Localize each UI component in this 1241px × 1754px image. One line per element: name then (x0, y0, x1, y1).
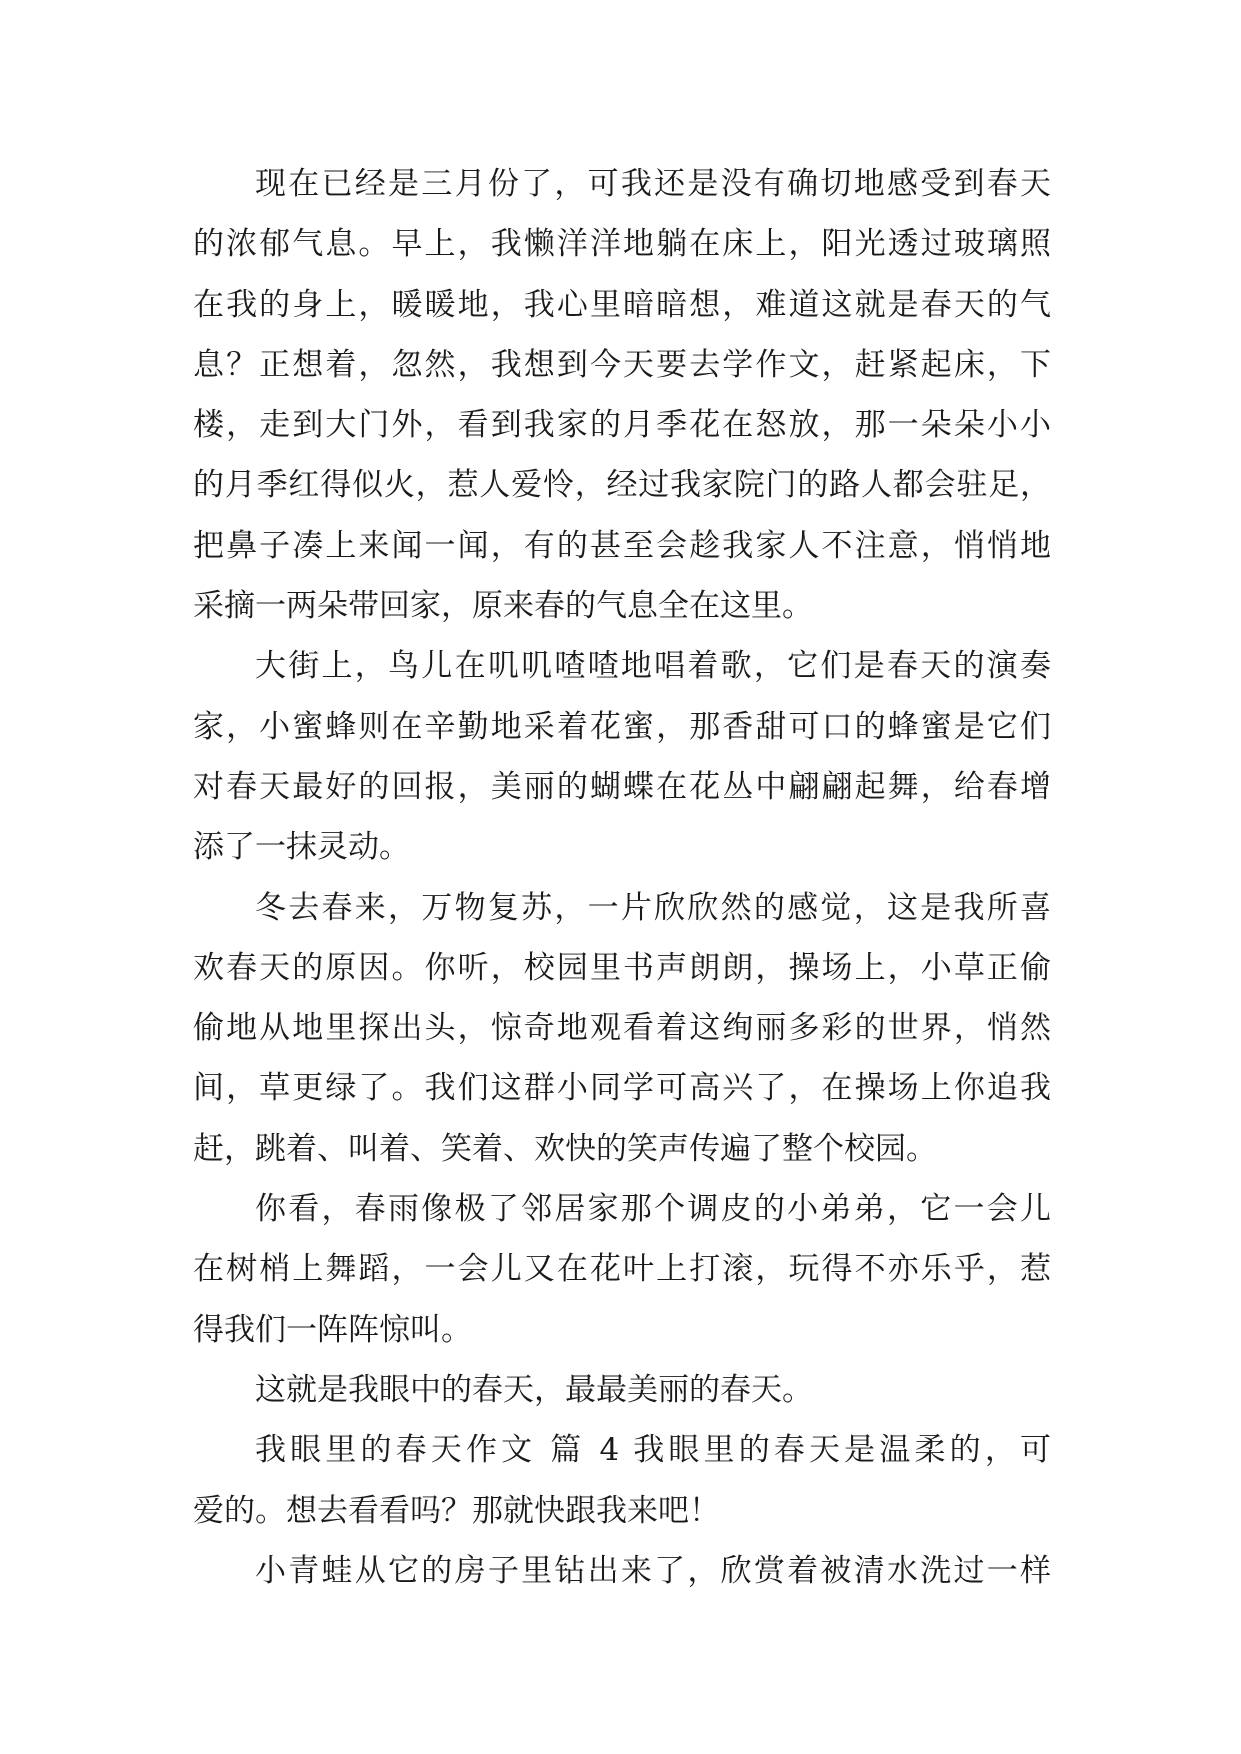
text-line: 楼，走到大门外，看到我家的月季花在怒放，那一朵朵小小 (193, 407, 1051, 444)
text-line: 冬去春来，万物复苏，一片欣欣然的感觉，这是我所喜 (255, 889, 1051, 926)
text-line: 的月季红得似火，惹人爱怜，经过我家院门的路人都会驻足， (193, 467, 1051, 504)
text-line: 现在已经是三月份了，可我还是没有确切地感受到春天 (255, 166, 1051, 202)
text-line: 我眼里的春天作文 篇 4 我眼里的春天是温柔的，可 (255, 1432, 1051, 1469)
text-line: 采摘一两朵带回家，原来春的气息全在这里。 (193, 588, 813, 625)
text-line: 对春天最好的回报，美丽的蝴蝶在花丛中翩翩起舞，给春增 (193, 768, 1051, 805)
text-line: 你看，春雨像极了邻居家那个调皮的小弟弟，它一会儿 (255, 1191, 1051, 1228)
text-line: 的浓郁气息。早上，我懒洋洋地躺在床上，阳光透过玻璃照 (193, 226, 1051, 263)
text-line: 在我的身上，暖暖地，我心里暗暗想，难道这就是春天的气 (193, 286, 1051, 323)
document-body (193, 154, 1051, 1601)
text-line: 欢春天的原因。你听，校园里书声朗朗，操场上，小草正偷 (193, 949, 1051, 986)
text-line: 赶，跳着、叫着、笑着、欢快的笑声传遍了整个校园。 (193, 1130, 937, 1167)
text-line: 间，草更绿了。我们这群小同学可高兴了，在操场上你追我 (193, 1070, 1051, 1107)
text-line: 息？正想着，忽然，我想到今天要去学作文，赶紧起床，下 (193, 346, 1051, 383)
text-line: 大街上，鸟儿在叽叽喳喳地唱着歌，它们是春天的演奏 (255, 648, 1051, 685)
text-line: 添了一抹灵动。 (193, 829, 410, 866)
text-line: 这就是我眼中的春天，最最美丽的春天。 (255, 1371, 813, 1408)
text-line: 把鼻子凑上来闻一闻，有的甚至会趁我家人不注意，悄悄地 (193, 527, 1051, 564)
text-line: 家，小蜜蜂则在辛勤地采着花蜜，那香甜可口的蜂蜜是它们 (193, 708, 1051, 745)
text-line: 在树梢上舞蹈，一会儿又在花叶上打滚，玩得不亦乐乎，惹 (193, 1251, 1051, 1288)
text-line: 得我们一阵阵惊叫。 (193, 1311, 472, 1348)
text-line: 小青蛙从它的房子里钻出来了，欣赏着被清水洗过一样 (255, 1552, 1051, 1589)
text-line: 爱的。想去看看吗？那就快跟我来吧！ (193, 1492, 720, 1529)
text-line: 偷地从地里探出头，惊奇地观看着这绚丽多彩的世界，悄然 (193, 1010, 1051, 1047)
